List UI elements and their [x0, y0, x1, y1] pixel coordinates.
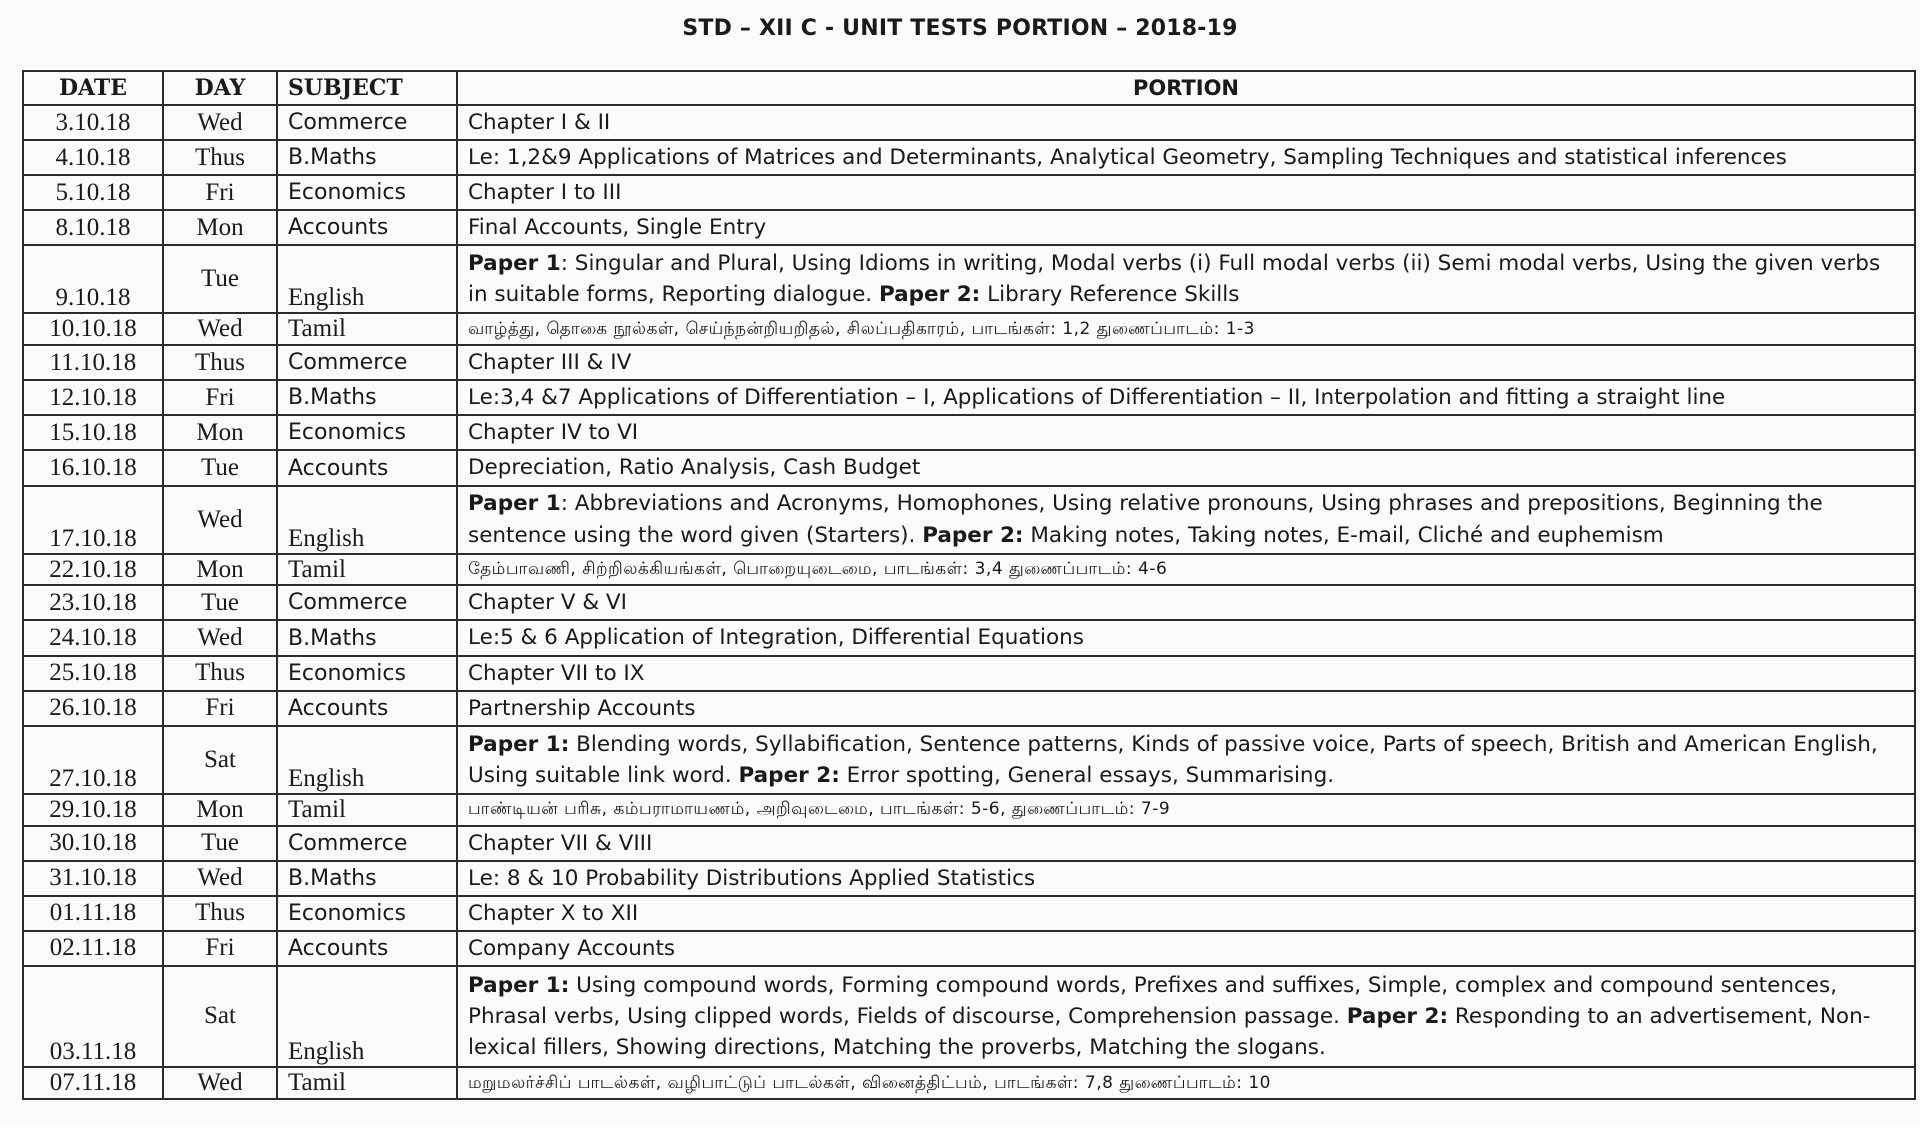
table-row [23, 726, 1915, 794]
portion-text: Making notes, Taking notes, E-mail, Cliché and euphemism [1023, 522, 1664, 548]
row-portion [457, 691, 1915, 726]
row-portion [457, 554, 1915, 586]
table-row [23, 861, 1915, 896]
row-subject: English [277, 726, 457, 794]
row-portion [457, 726, 1915, 794]
row-portion [457, 966, 1915, 1067]
table-row [23, 313, 1915, 345]
row-day: Wed [163, 486, 277, 554]
row-day: Thus [163, 896, 277, 931]
table-row [23, 896, 1915, 931]
table-row [23, 415, 1915, 450]
row-date: 03.11.18 [23, 966, 163, 1067]
row-date: 11.10.18 [23, 345, 163, 380]
row-date: 02.11.18 [23, 931, 163, 966]
row-portion [457, 585, 1915, 620]
portion-paper-label: Paper 2: [738, 762, 840, 788]
row-portion [457, 826, 1915, 861]
table-row [23, 140, 1915, 175]
row-portion [457, 313, 1915, 345]
portion-text: Using compound words, Forming compound words, Prefixes and suffixes, Simple, complex and compound sentences, Phrasal verbs, Using clipped words, Fields of discourse, Comprehension passage. [468, 972, 1838, 1029]
row-date: 10.10.18 [23, 313, 163, 345]
header-date: DATE [23, 71, 163, 105]
portion-text: Responding to an advertisement, Non-lexical fillers, Showing directions, Matching the proverbs, Matching the slogans. [468, 1003, 1871, 1061]
row-portion [457, 486, 1915, 554]
row-day: Tue [163, 585, 277, 620]
portion-text: பாண்டியன் பரிசு, கம்பராமாயணம், அறிவுடைமை, பாடங்கள்: 5-6, துணைப்பாடம்: 7-9 [468, 799, 1171, 820]
row-day: Wed [163, 620, 277, 655]
row-day: Wed [163, 105, 277, 140]
portion-text: வாழ்த்து, தொகை நூல்கள், செய்ந்நன்றியறிதல், சிலப்பதிகாரம், பாடங்கள்: 1,2 துணைப்பாடம்: 1-3 [468, 319, 1255, 339]
row-date: 07.11.18 [23, 1067, 163, 1099]
row-subject: Economics [277, 896, 457, 931]
row-subject: Economics [277, 175, 457, 210]
row-day: Tue [163, 450, 277, 485]
row-date: 5.10.18 [23, 175, 163, 210]
table-row [23, 656, 1915, 691]
portion-text: Chapter VII to IX [468, 660, 645, 686]
portion-text: Chapter I to III [468, 180, 622, 206]
row-portion [457, 380, 1915, 415]
table-body [23, 105, 1915, 1099]
row-subject: B.Maths [277, 140, 457, 175]
portion-paper-label: Paper 1 [468, 491, 561, 517]
row-day: Mon [163, 415, 277, 450]
portion-text: Depreciation, Ratio Analysis, Cash Budget [468, 455, 921, 481]
row-day: Thus [163, 656, 277, 691]
table-row [23, 554, 1915, 586]
row-date: 25.10.18 [23, 656, 163, 691]
table-row [23, 1067, 1915, 1099]
row-day: Fri [163, 380, 277, 415]
table-row [23, 966, 1915, 1067]
row-day: Wed [163, 1067, 277, 1099]
table-row [23, 620, 1915, 655]
row-subject: Tamil [277, 1067, 457, 1099]
table-header-row [23, 71, 1915, 105]
row-date: 17.10.18 [23, 486, 163, 554]
page-title: STD – XII C - UNIT TESTS PORTION – 2018-19 [682, 16, 1238, 41]
row-subject: Commerce [277, 345, 457, 380]
table-row [23, 345, 1915, 380]
row-date: 9.10.18 [23, 245, 163, 313]
row-portion [457, 415, 1915, 450]
portion-text: Blending words, Syllabification, Sentence patterns, Kinds of passive voice, Parts of speech, British and American English, Using suitable link word. [468, 731, 1878, 788]
row-day: Fri [163, 931, 277, 966]
table-row [23, 794, 1915, 826]
header-portion: PORTION [457, 71, 1915, 105]
portion-paper-label: Paper 1: [468, 731, 570, 757]
header-day: DAY [163, 71, 277, 105]
table-row [23, 105, 1915, 140]
row-date: 23.10.18 [23, 585, 163, 620]
row-subject: Economics [277, 656, 457, 691]
portion-text: : Singular and Plural, Using Idioms in writing, Modal verbs (i) Full modal verbs (ii) Semi modal verbs, Using the given verbs in suitable forms, Reporting dialogue. [468, 251, 1881, 308]
row-portion [457, 620, 1915, 655]
row-portion [457, 210, 1915, 245]
row-date: 26.10.18 [23, 691, 163, 726]
row-date: 8.10.18 [23, 210, 163, 245]
row-subject: Accounts [277, 450, 457, 485]
portion-text: Chapter V & VI [468, 590, 627, 616]
table-row [23, 585, 1915, 620]
row-subject: Accounts [277, 691, 457, 726]
portion-text: தேம்பாவணி, சிற்றிலக்கியங்கள், பொறையுடைமை, பாடங்கள்: 3,4 துணைப்பாடம்: 4-6 [468, 559, 1168, 580]
row-portion [457, 140, 1915, 175]
row-subject: English [277, 245, 457, 313]
portion-text: Chapter I & II [468, 109, 611, 135]
row-subject: Economics [277, 415, 457, 450]
row-portion [457, 245, 1915, 313]
portion-text: Error spotting, General essays, Summarising. [839, 762, 1335, 788]
row-date: 29.10.18 [23, 794, 163, 826]
row-day: Wed [163, 861, 277, 896]
row-date: 27.10.18 [23, 726, 163, 794]
row-subject: English [277, 966, 457, 1067]
row-day: Fri [163, 175, 277, 210]
row-subject: B.Maths [277, 380, 457, 415]
row-subject: Tamil [277, 794, 457, 826]
row-subject: Commerce [277, 826, 457, 861]
row-date: 01.11.18 [23, 896, 163, 931]
portion-paper-label: Paper 1: [468, 972, 570, 998]
portion-paper-label: Paper 2: [1346, 1003, 1449, 1029]
header-subject: SUBJECT [277, 71, 457, 105]
row-subject: Tamil [277, 554, 457, 586]
portion-paper-label: Paper 2: [922, 522, 1024, 548]
row-date: 3.10.18 [23, 105, 163, 140]
table-row [23, 450, 1915, 485]
row-day: Tue [163, 826, 277, 861]
row-portion [457, 1067, 1915, 1099]
row-portion [457, 450, 1915, 485]
portion-paper-label: Paper 1 [468, 251, 561, 277]
portion-text: Le:3,4 &7 Applications of Differentiation – I, Applications of Differentiation – II, Interpolation and fitting a straight line [468, 385, 1726, 411]
row-date: 4.10.18 [23, 140, 163, 175]
table-row [23, 826, 1915, 861]
portion-text: Chapter X to XII [468, 900, 639, 926]
unit-test-schedule-table [22, 70, 1916, 1100]
row-portion [457, 896, 1915, 931]
row-day: Fri [163, 691, 277, 726]
portion-text: Partnership Accounts [468, 695, 696, 721]
portion-text: Final Accounts, Single Entry [468, 215, 767, 241]
row-subject: B.Maths [277, 861, 457, 896]
row-subject: Accounts [277, 931, 457, 966]
row-subject: English [277, 486, 457, 554]
portion-text: : Abbreviations and Acronyms, Homophones, Using relative pronouns, Using phrases and prepositions, Beginning the sentence using the word given (Starters). [468, 491, 1823, 548]
row-date: 16.10.18 [23, 450, 163, 485]
row-subject: Commerce [277, 585, 457, 620]
row-day: Tue [163, 245, 277, 313]
table-row [23, 245, 1915, 313]
row-date: 22.10.18 [23, 554, 163, 586]
portion-paper-label: Paper 2: [878, 282, 981, 308]
row-portion [457, 794, 1915, 826]
portion-text: Company Accounts [468, 935, 676, 961]
portion-text: Le:5 & 6 Application of Integration, Differential Equations [468, 625, 1084, 651]
row-date: 30.10.18 [23, 826, 163, 861]
portion-text: Library Reference Skills [980, 282, 1240, 308]
row-day: Thus [163, 140, 277, 175]
portion-text: Chapter III & IV [468, 350, 632, 376]
portion-text: Le: 8 & 10 Probability Distributions Applied Statistics [468, 865, 1036, 891]
row-subject: B.Maths [277, 620, 457, 655]
row-subject: Accounts [277, 210, 457, 245]
table-row [23, 931, 1915, 966]
row-portion [457, 345, 1915, 380]
row-date: 12.10.18 [23, 380, 163, 415]
row-date: 15.10.18 [23, 415, 163, 450]
row-date: 24.10.18 [23, 620, 163, 655]
row-portion [457, 861, 1915, 896]
portion-text: Le: 1,2&9 Applications of Matrices and Determinants, Analytical Geometry, Sampling Techniques and statistical inferences [468, 145, 1787, 171]
table-row [23, 486, 1915, 554]
row-day: Sat [163, 966, 277, 1067]
row-portion [457, 656, 1915, 691]
table-row [23, 691, 1915, 726]
row-day: Mon [163, 554, 277, 586]
row-portion [457, 175, 1915, 210]
table-row [23, 210, 1915, 245]
row-portion [457, 931, 1915, 966]
portion-text: மறுமலர்ச்சிப் பாடல்கள், வழிபாட்டுப் பாடல்கள், வினைத்திட்பம், பாடங்கள்: 7,8 துணைப்பாடம்: 10 [468, 1072, 1271, 1093]
row-date: 31.10.18 [23, 861, 163, 896]
row-day: Wed [163, 313, 277, 345]
row-subject: Tamil [277, 313, 457, 345]
row-day: Sat [163, 726, 277, 794]
portion-text: Chapter IV to VI [468, 420, 639, 446]
table-row [23, 175, 1915, 210]
row-day: Thus [163, 345, 277, 380]
row-portion [457, 105, 1915, 140]
table-row [23, 380, 1915, 415]
row-subject: Commerce [277, 105, 457, 140]
portion-text: Chapter VII & VIII [468, 830, 653, 856]
row-day: Mon [163, 210, 277, 245]
row-day: Mon [163, 794, 277, 826]
